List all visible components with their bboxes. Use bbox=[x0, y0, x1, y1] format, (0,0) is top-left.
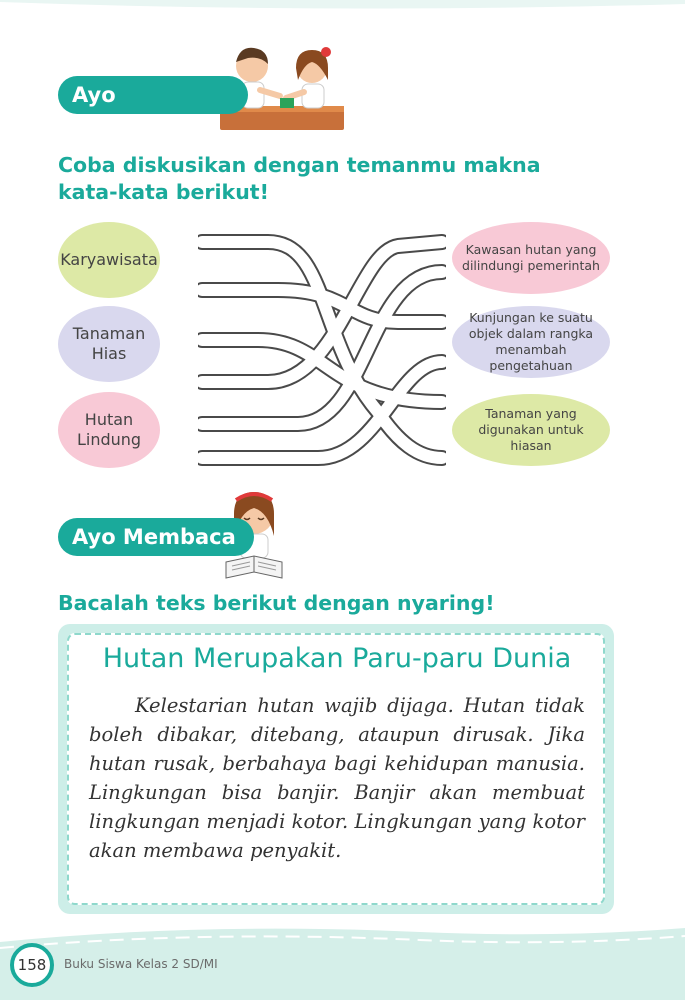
reading-title: Hutan Merupakan Paru-paru Dunia bbox=[102, 643, 572, 674]
page-number: 158 bbox=[10, 943, 54, 987]
reading-text-inner bbox=[67, 633, 605, 905]
section-header-ayo-berdiskusi: Ayo Berdiskusi bbox=[58, 76, 248, 114]
reading-instruction: Bacalah teks berikut dengan nyaring! bbox=[58, 591, 495, 615]
meaning-kawasan-hutan: Kawasan hutan yang dilindungi pemerintah bbox=[452, 222, 610, 294]
word-karyawisata: Karyawisata bbox=[58, 222, 160, 298]
meaning-kunjungan: Kunjungan ke suatu objek dalam rangka menambah pengetahuan bbox=[452, 306, 610, 378]
maze-lines bbox=[198, 232, 446, 472]
footer-book-title: Buku Siswa Kelas 2 SD/MI bbox=[64, 957, 218, 971]
reading-text-box bbox=[58, 624, 614, 914]
discussion-instruction: Coba diskusikan dengan temanmu makna kata-kata berikut! bbox=[58, 153, 541, 204]
word-hutan-lindung: Hutan Lindung bbox=[58, 392, 160, 468]
meaning-tanaman-yang: Tanaman yang digunakan untuk hiasan bbox=[452, 394, 610, 466]
word-tanaman-hias: Tanaman Hias bbox=[58, 306, 160, 382]
section-header-ayo-membaca: Ayo Membaca bbox=[58, 518, 254, 556]
reading-body: Kelestarian hutan wajib dijaga. Hutan tidak boleh dibakar, ditebang, ataupun dirusak. Jika hutan rusak, berbahaya bagi kehidupan manusia. Lingkungan bisa banjir. Banjir akan membuat lingkungan menjadi kotor. Lingkungan yang kotor akan membawa penyakit. bbox=[89, 694, 585, 862]
top-swoosh-decoration bbox=[0, 0, 685, 18]
